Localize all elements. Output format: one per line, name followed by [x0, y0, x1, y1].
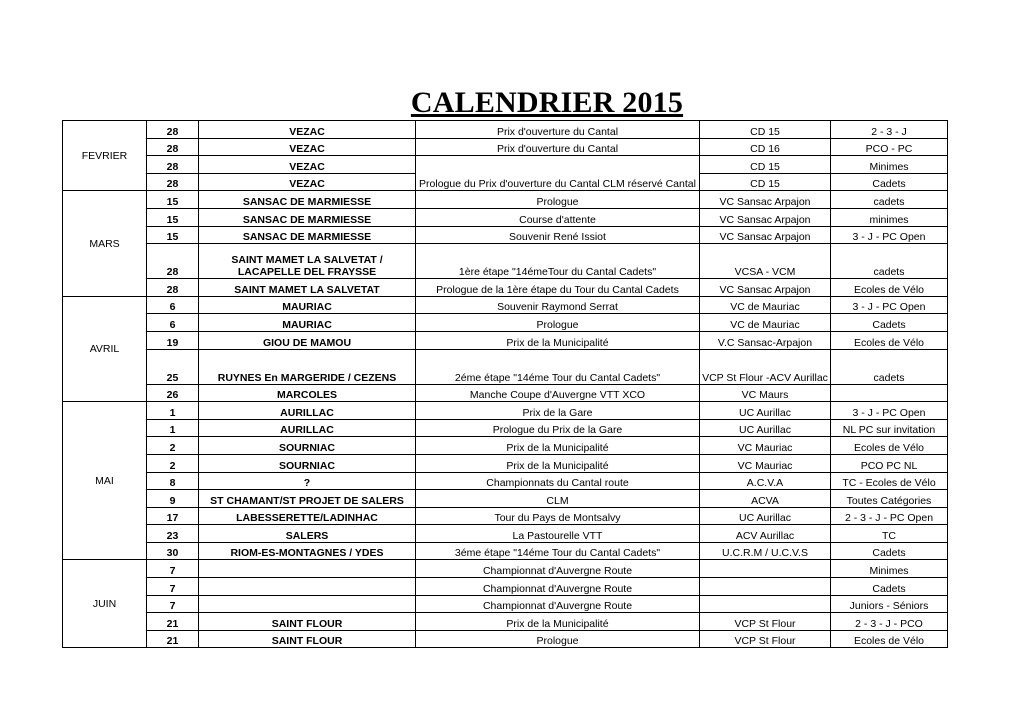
category-cell: Ecoles de Vélo: [831, 630, 948, 648]
event-cell: Championnat d'Auvergne Route: [416, 578, 700, 596]
day-cell: 6: [147, 314, 199, 332]
organizer-cell: CD 15: [700, 173, 831, 191]
table-row: [63, 454, 948, 472]
table-row: [63, 437, 948, 455]
day-cell: 28: [147, 138, 199, 156]
place-cell: SAINT MAMET LA SALVETAT / LACAPELLE DEL FRAYSSE: [199, 244, 416, 279]
category-cell: Ecoles de Vélo: [831, 331, 948, 349]
place-cell: ?: [199, 472, 416, 490]
day-cell: 30: [147, 542, 199, 560]
day-cell: 8: [147, 472, 199, 490]
table-row: [63, 349, 948, 384]
event-cell: Prologue: [416, 191, 700, 209]
category-cell: NL PC sur invitation: [831, 419, 948, 437]
organizer-cell: V.C Sansac-Arpajon: [700, 331, 831, 349]
category-cell: Cadets: [831, 578, 948, 596]
month-cell: FEVRIER: [63, 121, 147, 191]
organizer-cell: VCP St Flour: [700, 630, 831, 648]
organizer-cell: A.C.V.A: [700, 472, 831, 490]
event-cell: Championnat d'Auvergne Route: [416, 560, 700, 578]
table-row: [63, 314, 948, 332]
place-cell: SANSAC DE MARMIESSE: [199, 191, 416, 209]
category-cell: PCO PC NL: [831, 454, 948, 472]
day-cell: 2: [147, 454, 199, 472]
day-cell: 26: [147, 384, 199, 402]
organizer-cell: VC de Mauriac: [700, 296, 831, 314]
place-cell: MAURIAC: [199, 314, 416, 332]
organizer-cell: VCP St Flour: [700, 613, 831, 631]
organizer-cell: VC Mauriac: [700, 454, 831, 472]
organizer-cell: ACV Aurillac: [700, 525, 831, 543]
event-cell: Championnat d'Auvergne Route: [416, 595, 700, 613]
event-cell: La Pastourelle VTT: [416, 525, 700, 543]
event-cell: Prologue: [416, 314, 700, 332]
category-cell: Minimes: [831, 156, 948, 174]
table-row: [63, 525, 948, 543]
category-cell: TC - Ecoles de Vélo: [831, 472, 948, 490]
table-row: [63, 138, 948, 156]
day-cell: 28: [147, 156, 199, 174]
category-cell: Minimes: [831, 560, 948, 578]
organizer-cell: U.C.R.M / U.C.V.S: [700, 542, 831, 560]
category-cell: Juniors - Séniors: [831, 595, 948, 613]
organizer-cell: VC Maurs: [700, 384, 831, 402]
event-cell: Championnats du Cantal route: [416, 472, 700, 490]
event-cell: Prix d'ouverture du Cantal: [416, 121, 700, 139]
table-row: [63, 226, 948, 244]
table-row: [63, 402, 948, 420]
category-cell: 3 - J - PC Open: [831, 296, 948, 314]
event-cell: Course d'attente: [416, 208, 700, 226]
table-row: [63, 542, 948, 560]
event-cell: Tour du Pays de Montsalvy: [416, 507, 700, 525]
day-cell: 1: [147, 402, 199, 420]
month-cell: JUIN: [63, 560, 147, 648]
event-cell: Prix de la Municipalité: [416, 613, 700, 631]
category-cell: Cadets: [831, 542, 948, 560]
organizer-cell: CD 16: [700, 138, 831, 156]
category-cell: minimes: [831, 208, 948, 226]
organizer-cell: [700, 595, 831, 613]
day-cell: 9: [147, 490, 199, 508]
place-cell: [199, 578, 416, 596]
event-cell: Prix de la Municipalité: [416, 437, 700, 455]
place-cell: VEZAC: [199, 138, 416, 156]
page-title: CALENDRIER 2015: [410, 86, 684, 119]
place-cell: [199, 560, 416, 578]
event-cell: Prologue de la 1ère étape du Tour du Cantal Cadets: [416, 279, 700, 297]
category-cell: TC: [831, 525, 948, 543]
table-row: [63, 191, 948, 209]
day-cell: 21: [147, 630, 199, 648]
event-cell: Prologue du Prix d'ouverture du Cantal CLM réservé Cantal: [416, 156, 700, 191]
category-cell: [831, 384, 948, 402]
organizer-cell: CD 15: [700, 121, 831, 139]
table-row: [63, 156, 948, 174]
category-cell: cadets: [831, 244, 948, 279]
place-cell: ST CHAMANT/ST PROJET DE SALERS: [199, 490, 416, 508]
event-cell: Prix d'ouverture du Cantal: [416, 138, 700, 156]
event-cell: 1ère étape "14émeTour du Cantal Cadets": [416, 244, 700, 279]
day-cell: 28: [147, 173, 199, 191]
table-row: [63, 630, 948, 648]
table-row: [63, 490, 948, 508]
day-cell: 28: [147, 121, 199, 139]
organizer-cell: VC Sansac Arpajon: [700, 226, 831, 244]
table-row: [63, 279, 948, 297]
day-cell: 15: [147, 226, 199, 244]
place-cell: RIOM-ES-MONTAGNES / YDES: [199, 542, 416, 560]
place-cell: LABESSERETTE/LADINHAC: [199, 507, 416, 525]
place-cell: VEZAC: [199, 173, 416, 191]
place-cell: [199, 595, 416, 613]
table-row: [63, 244, 948, 279]
organizer-cell: VC Sansac Arpajon: [700, 279, 831, 297]
organizer-cell: VC Sansac Arpajon: [700, 208, 831, 226]
place-cell: SOURNIAC: [199, 437, 416, 455]
organizer-cell: CD 15: [700, 156, 831, 174]
day-cell: 6: [147, 296, 199, 314]
place-cell: AURILLAC: [199, 402, 416, 420]
category-cell: cadets: [831, 191, 948, 209]
day-cell: 28: [147, 279, 199, 297]
month-cell: MARS: [63, 191, 147, 296]
place-cell: VEZAC: [199, 156, 416, 174]
event-cell: CLM: [416, 490, 700, 508]
organizer-cell: UC Aurillac: [700, 402, 831, 420]
category-cell: 2 - 3 - J - PC Open: [831, 507, 948, 525]
place-cell: SALERS: [199, 525, 416, 543]
month-cell: MAI: [63, 402, 147, 560]
category-cell: Cadets: [831, 173, 948, 191]
organizer-cell: ACVA: [700, 490, 831, 508]
event-cell: Prix de la Gare: [416, 402, 700, 420]
category-cell: Ecoles de Vélo: [831, 437, 948, 455]
organizer-cell: UC Aurillac: [700, 419, 831, 437]
category-cell: Cadets: [831, 314, 948, 332]
organizer-cell: VCSA - VCM: [700, 244, 831, 279]
table-row: [63, 331, 948, 349]
category-cell: cadets: [831, 349, 948, 384]
category-cell: PCO - PC: [831, 138, 948, 156]
organizer-cell: VC Sansac Arpajon: [700, 191, 831, 209]
place-cell: SANSAC DE MARMIESSE: [199, 208, 416, 226]
place-cell: RUYNES En MARGERIDE / CEZENS: [199, 349, 416, 384]
table-row: [63, 208, 948, 226]
event-cell: 3éme étape "14éme Tour du Cantal Cadets": [416, 542, 700, 560]
event-cell: Prologue du Prix de la Gare: [416, 419, 700, 437]
day-cell: 15: [147, 191, 199, 209]
event-cell: Souvenir René Issiot: [416, 226, 700, 244]
place-cell: VEZAC: [199, 121, 416, 139]
day-cell: 23: [147, 525, 199, 543]
organizer-cell: VC Mauriac: [700, 437, 831, 455]
day-cell: 28: [147, 244, 199, 279]
place-cell: MAURIAC: [199, 296, 416, 314]
table-row: [63, 384, 948, 402]
day-cell: 7: [147, 595, 199, 613]
place-cell: AURILLAC: [199, 419, 416, 437]
table-row: [63, 419, 948, 437]
event-cell: Souvenir Raymond Serrat: [416, 296, 700, 314]
table-row: [63, 578, 948, 596]
event-cell: Prologue: [416, 630, 700, 648]
organizer-cell: VC de Mauriac: [700, 314, 831, 332]
day-cell: 19: [147, 331, 199, 349]
day-cell: 7: [147, 578, 199, 596]
place-cell: MARCOLES: [199, 384, 416, 402]
day-cell: 21: [147, 613, 199, 631]
event-cell: Prix de la Municipalité: [416, 331, 700, 349]
place-cell: SAINT FLOUR: [199, 630, 416, 648]
place-cell: SOURNIAC: [199, 454, 416, 472]
event-cell: Prix de la Municipalité: [416, 454, 700, 472]
event-cell: Manche Coupe d'Auvergne VTT XCO: [416, 384, 700, 402]
category-cell: 3 - J - PC Open: [831, 402, 948, 420]
organizer-cell: UC Aurillac: [700, 507, 831, 525]
table-row: [63, 296, 948, 314]
category-cell: 2 - 3 - J: [831, 121, 948, 139]
event-cell: 2éme étape "14éme Tour du Cantal Cadets": [416, 349, 700, 384]
table-row: [63, 560, 948, 578]
day-cell: 17: [147, 507, 199, 525]
calendar-table: [62, 120, 948, 648]
category-cell: Ecoles de Vélo: [831, 279, 948, 297]
place-cell: SAINT MAMET LA SALVETAT: [199, 279, 416, 297]
day-cell: 1: [147, 419, 199, 437]
place-cell: SANSAC DE MARMIESSE: [199, 226, 416, 244]
organizer-cell: [700, 578, 831, 596]
table-row: [63, 613, 948, 631]
day-cell: 2: [147, 437, 199, 455]
table-row: [63, 472, 948, 490]
category-cell: Toutes Catégories: [831, 490, 948, 508]
table-row: [63, 121, 948, 139]
day-cell: 25: [147, 349, 199, 384]
category-cell: 3 - J - PC Open: [831, 226, 948, 244]
table-row: [63, 507, 948, 525]
table-row: [63, 595, 948, 613]
day-cell: 7: [147, 560, 199, 578]
organizer-cell: [700, 560, 831, 578]
category-cell: 2 - 3 - J - PCO: [831, 613, 948, 631]
place-cell: SAINT FLOUR: [199, 613, 416, 631]
organizer-cell: VCP St Flour -ACV Aurillac: [700, 349, 831, 384]
month-cell: AVRIL: [63, 296, 147, 401]
day-cell: 15: [147, 208, 199, 226]
place-cell: GIOU DE MAMOU: [199, 331, 416, 349]
